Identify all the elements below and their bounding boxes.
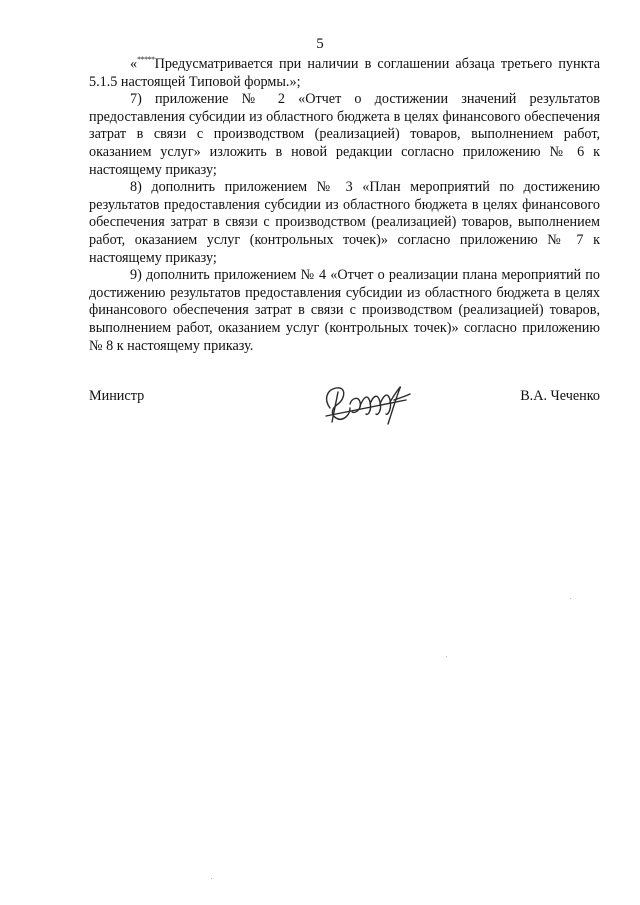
signatory-position: Министр — [89, 388, 145, 404]
page-number: 5 — [316, 36, 324, 52]
handwritten-signature — [316, 378, 416, 430]
paragraph-footnote — [89, 56, 600, 91]
paragraph-item-7: 7) приложение № 2 «Отчет о достижении значений результатов предоставления субсидии из областного бюджета в целях финансового обеспечения затрат в связи с производством (реализацией) товаров, выполнением работ, оказанием услуг» изложить в новой редакции согласно приложению № 6 к настоящему приказу; — [89, 91, 600, 178]
footnote-text: Предусматривается при наличии в соглашении абзаца третьего пункта 5.1.5 настоящей Типовой формы.»; — [89, 56, 600, 90]
scan-speck — [570, 598, 571, 599]
scan-speck — [446, 656, 447, 657]
document-body — [89, 56, 600, 355]
scan-speck — [211, 878, 212, 879]
footnote-mark: ***** — [137, 55, 155, 64]
open-quote: « — [130, 56, 138, 72]
signatory-name: В.А. Чеченко — [520, 388, 600, 404]
paragraph-item-9: 9) дополнить приложением № 4 «Отчет о реализации плана мероприятий по достижению результатов предоставления субсидии из областного бюджета в целях финансового обеспечения затрат в связи с производством (реализацией) товаров, выполнением работ, оказанием услуг (контрольных точек)» согласно приложению № 8 к настоящему приказу. — [89, 267, 600, 354]
paragraph-item-8: 8) дополнить приложением № 3 «План мероприятий по достижению результатов предоставления субсидии из областного бюджета в целях финансового обеспечения затрат в связи с производством (реализацией) товаров, выполнением работ, оказанием услуг (контрольных точек)» согласно приложению № 7 к настоящему приказу; — [89, 179, 600, 266]
